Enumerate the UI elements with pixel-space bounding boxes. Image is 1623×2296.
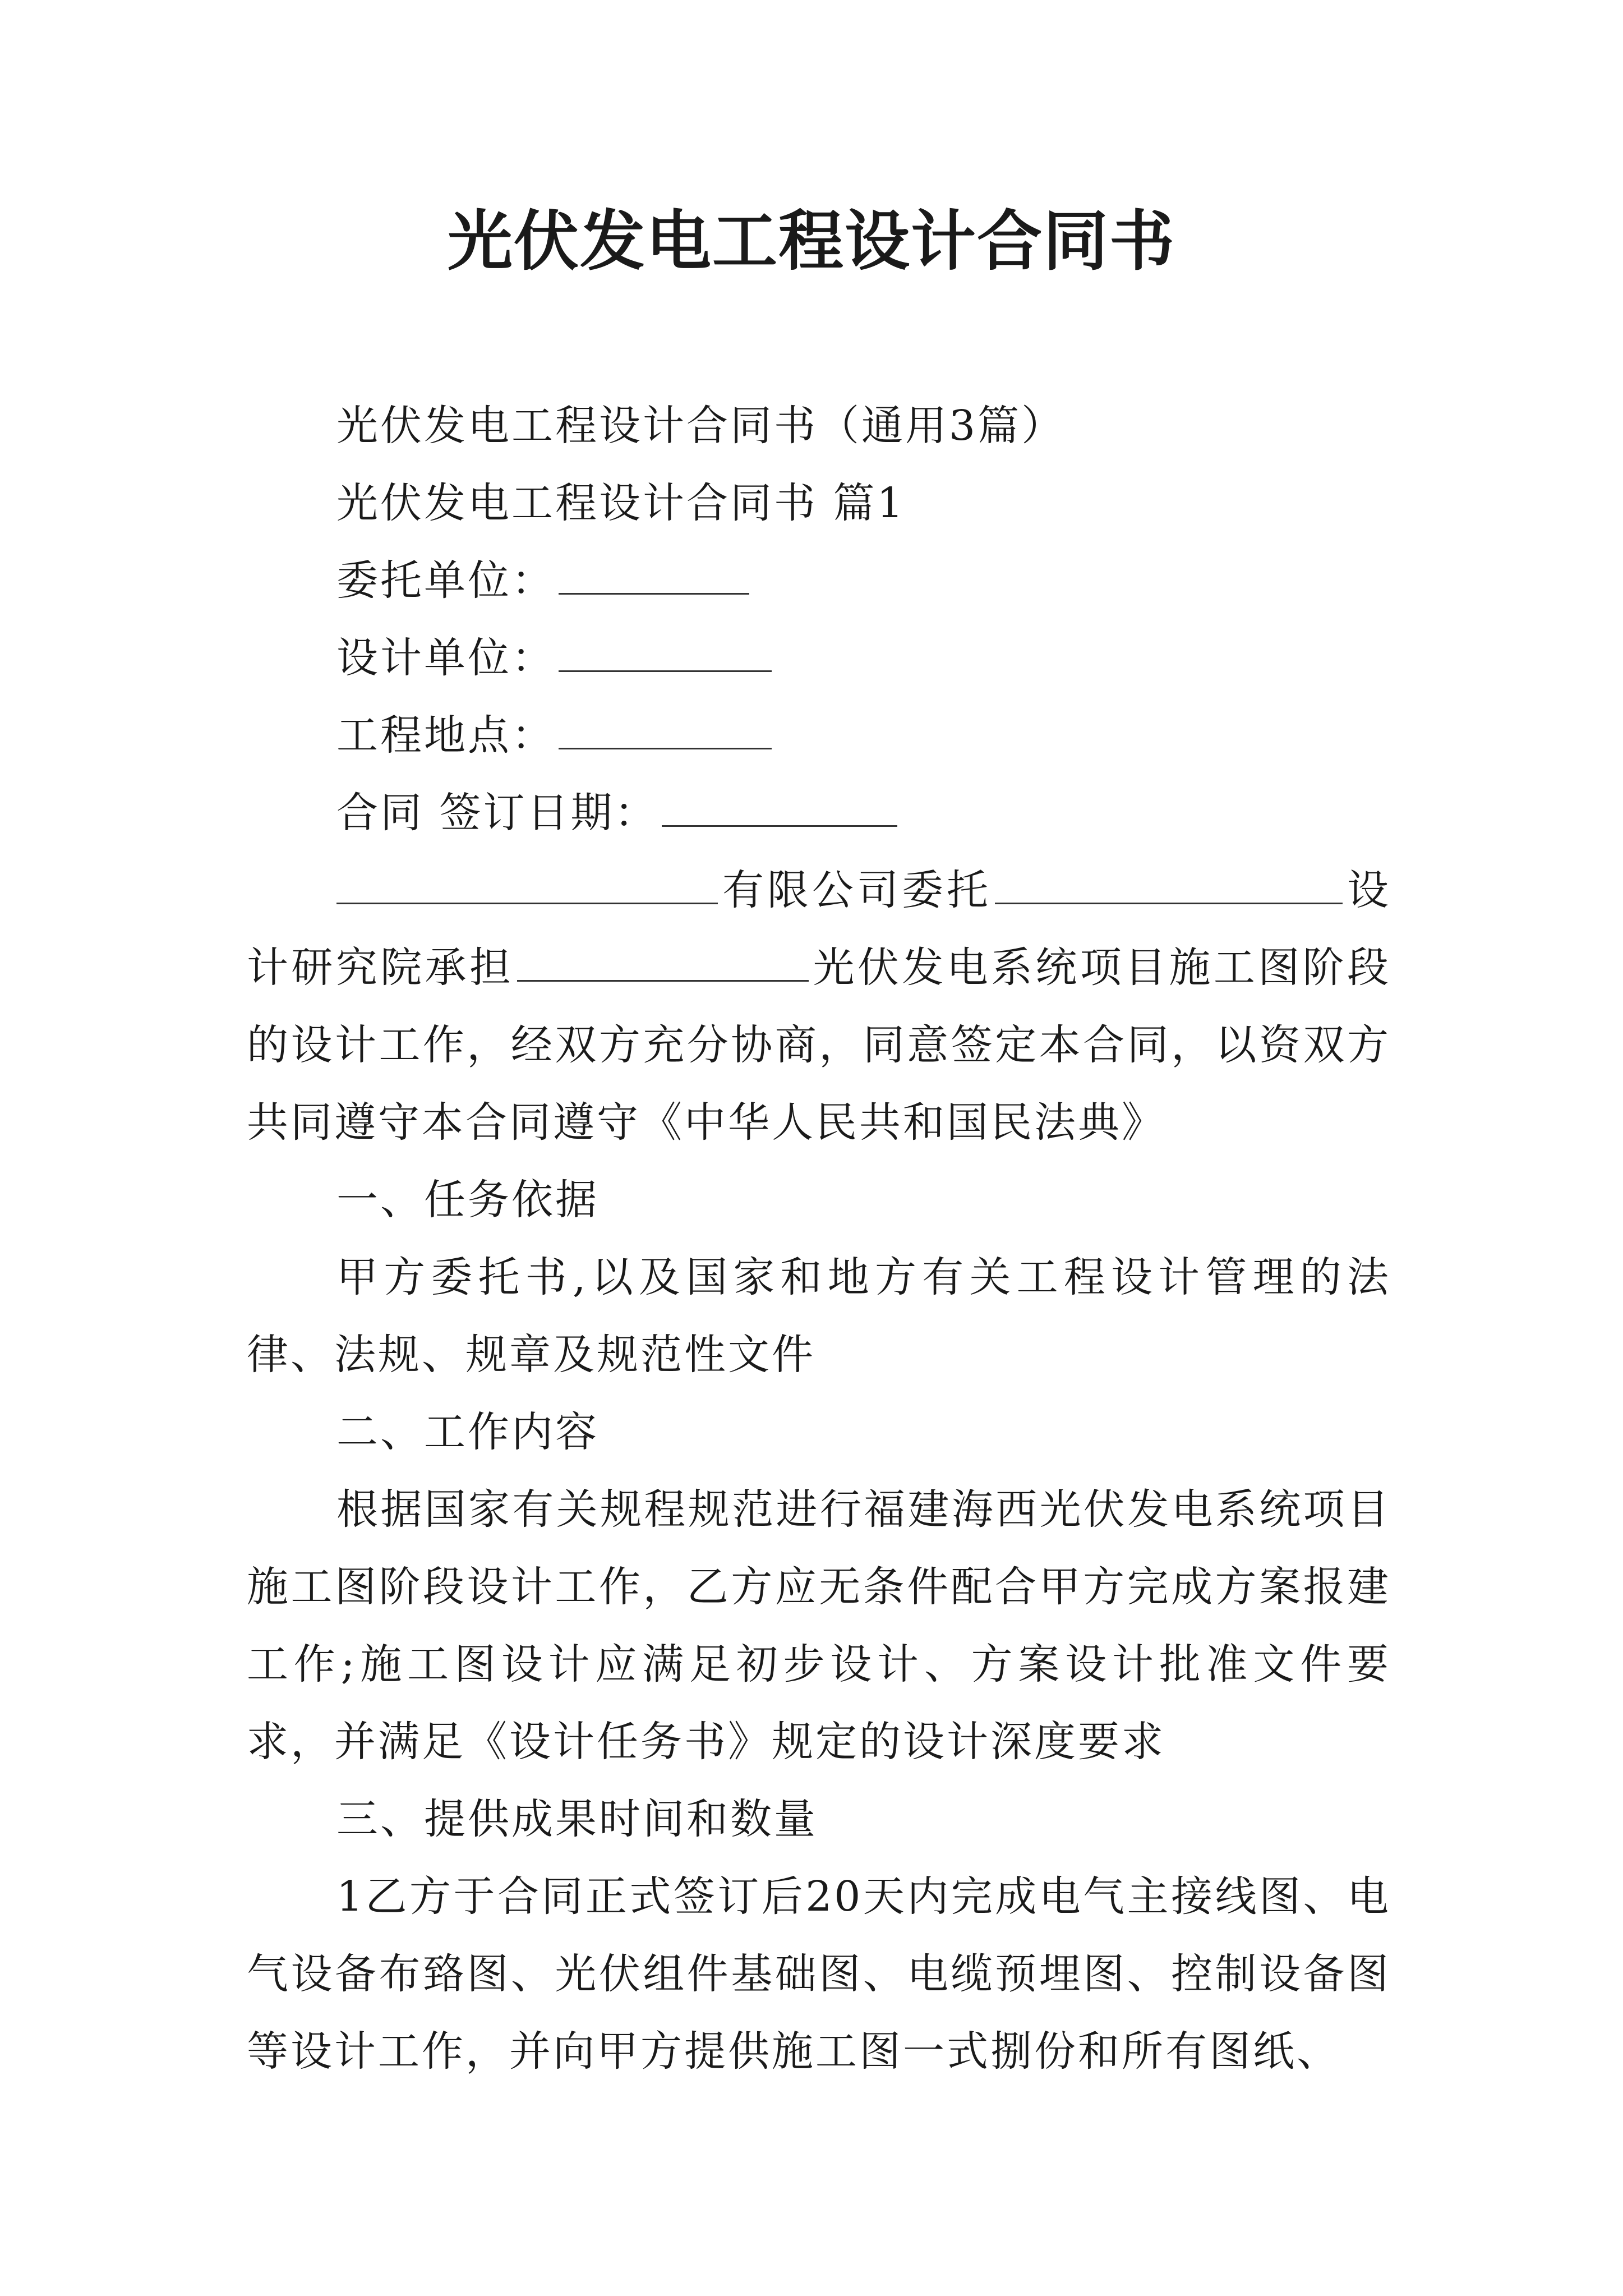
field-client — [247, 542, 1391, 619]
section-heading: 二、工作内容 — [336, 1408, 599, 1456]
field-label: 委托单位： — [336, 556, 555, 605]
document-title: 光伏发电工程设计合同书 — [448, 203, 1175, 279]
blank-line — [662, 792, 897, 827]
intro-text-2: 设计研究院承担 — [247, 866, 1391, 992]
blank-line — [559, 559, 749, 595]
blank-line — [336, 869, 718, 904]
field-location — [247, 697, 1391, 774]
section-body: 甲方委托书,以及国家和地方有关工程设计管理的法律、法规、规章及规范性文件 — [247, 1253, 1391, 1379]
subtitle: 光伏发电工程设计合同书（通用3篇） — [336, 402, 1066, 450]
field-label: 合同 签订日期： — [336, 789, 658, 837]
blank-line — [995, 869, 1343, 904]
intro-paragraph — [247, 852, 1391, 1161]
part-heading: 光伏发电工程设计合同书 篇1 — [336, 479, 906, 527]
intro-text-3: 光伏发电系统项目施工图阶段的设计工作，经双方充分协商，同意签定本合同，以资双方共同遵守本合同遵守《中华人民共和国民法典》 — [247, 944, 1391, 1147]
section-heading: 三、提供成果时间和数量 — [336, 1795, 818, 1843]
field-sign-date — [247, 774, 1391, 852]
field-label: 工程地点： — [336, 711, 555, 760]
intro-text-1: 有限公司委托 — [721, 866, 992, 914]
blank-line — [559, 714, 772, 749]
field-designer — [247, 619, 1391, 697]
blank-line — [517, 946, 809, 982]
document-body — [247, 387, 1391, 2090]
section-heading: 一、任务依据 — [336, 1176, 599, 1224]
section-body: 1乙方于合同正式签订后20天内完成电气主接线图、电气设备布臵图、光伏组件基础图、电缆预埋图、控制设备图等设计工作，并向甲方提供施工图一式捌份和所有图纸、 — [247, 1872, 1391, 2076]
field-label: 设计单位： — [336, 634, 555, 682]
blank-line — [559, 637, 772, 672]
section-body: 根据国家有关规程规范进行福建海西光伏发电系统项目施工图阶段设计工作，乙方应无条件配合甲方完成方案报建工作;施工图设计应满足初步设计、方案设计批准文件要求，并满足《设计任务书》规定的设计深度要求 — [247, 1485, 1391, 1766]
